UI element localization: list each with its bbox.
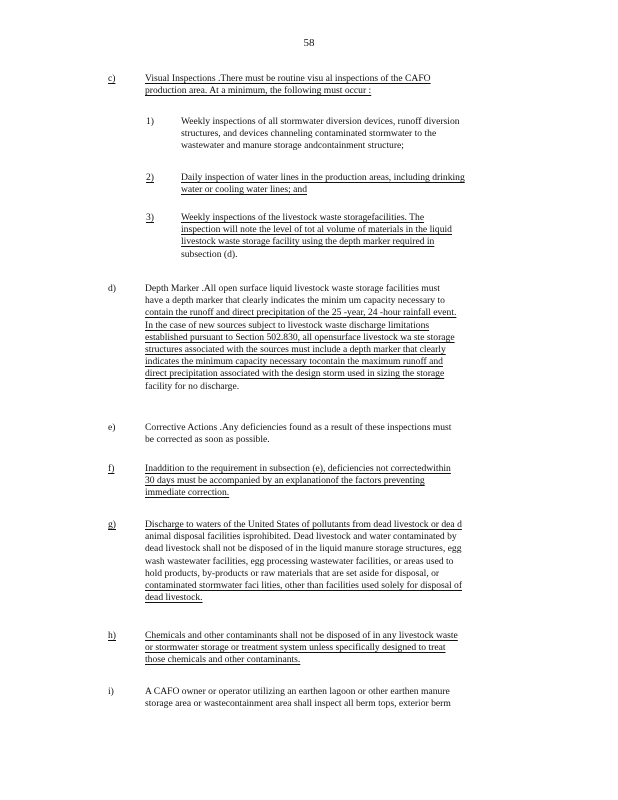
text-line: Inaddition to the requirement in subsection (e), deficiencies not correctedwithin: [145, 463, 451, 474]
paragraph-label: h): [108, 630, 116, 641]
paragraph-label: 3): [146, 212, 154, 223]
text-line: facility for no discharge.: [145, 380, 240, 392]
paragraph-text: [145, 463, 543, 500]
text-line: 30 days must be accompanied by an explanationof the factors preventing: [145, 475, 425, 487]
paragraph-label: 1): [146, 116, 154, 127]
paragraph-label: d): [108, 283, 116, 294]
text-line: dead livestock shall not be disposed of in the liquid manure storage structures, egg: [145, 543, 462, 555]
text-line: Weekly inspections of the livestock waste storagefacilities. The: [181, 212, 425, 223]
text-line: wastewater and manure storage andcontainment structure;: [181, 140, 404, 152]
text-line: storage area or wastecontainment area shall inspect all berm tops, exterior berm: [145, 698, 451, 710]
paragraph-text: [145, 422, 543, 446]
text-line: water or cooling water lines; and: [181, 184, 308, 196]
text-line: or stormwater storage or treatment system unless specifically designed to treat: [145, 642, 446, 654]
page-number: 58: [303, 37, 315, 49]
paragraph-label: g): [108, 519, 116, 530]
text-line: Weekly inspections of all stormwater diversion devices, runoff diversion: [181, 116, 460, 127]
text-line: structures associated with the sources must include a depth marker that clearly: [145, 344, 446, 356]
text-line: established pursuant to Section 502.830, all opensurface livestock wa ste storage: [145, 331, 455, 343]
text-line: A CAFO owner or operator utilizing an earthen lagoon or other earthen manure: [145, 686, 450, 697]
text-line: be corrected as soon as possible.: [145, 434, 270, 446]
text-line: immediate correction.: [145, 487, 230, 499]
text-line: Daily inspection of water lines in the production areas, including drinking: [181, 172, 465, 183]
text-line: direct precipitation associated with the design storm used in sizing the storage: [145, 368, 445, 380]
paragraph-label: i): [108, 686, 114, 697]
text-line: animal disposal facilities isprohibited. Dead livestock and water contaminated by: [145, 531, 457, 543]
text-line: hold products, by-products or raw materials that are set aside for disposal, or: [145, 567, 440, 579]
paragraph-text: [181, 172, 541, 196]
paragraph-text: [145, 519, 543, 604]
text-line: inspection will note the level of tot al volume of materials in the liquid: [181, 224, 452, 236]
text-line: contain the runoff and direct precipitation of the 25 -year, 24 -hour rainfall event.: [145, 307, 457, 319]
paragraph-label: e): [108, 422, 116, 433]
paragraph-text: [181, 212, 541, 261]
paragraph-text: [145, 283, 543, 393]
text-line: have a depth marker that clearly indicates the minim um capacity necessary to: [145, 295, 445, 307]
paragraph-text: [145, 73, 543, 97]
text-line: Visual Inspections .There must be routine visu al inspections of the CAFO: [145, 73, 431, 84]
text-line: In the case of new sources subject to livestock waste discharge limitations: [145, 319, 430, 331]
text-line: those chemicals and other contaminants.: [145, 654, 301, 666]
paragraph-label: c): [108, 73, 116, 84]
text-line: Corrective Actions .Any deficiencies found as a result of these inspections must: [145, 422, 452, 433]
paragraph-text: [145, 686, 543, 710]
text-line: livestock waste storage facility using the depth marker required in: [181, 236, 435, 248]
text-line: Chemicals and other contaminants shall not be disposed of in any livestock waste: [145, 630, 458, 641]
text-line: production area. At a minimum, the following must occur :: [145, 85, 372, 97]
text-line: contaminated stormwater faci lities, other than facilities used solely for disposal of: [145, 580, 463, 592]
paragraph-label: 2): [146, 172, 154, 183]
text-line: Depth Marker .All open surface liquid livestock waste storage facilities must: [145, 283, 440, 294]
text-line: structures, and devices channeling contaminated stormwater to the: [181, 128, 437, 140]
text-line: subsection (d).: [181, 248, 238, 260]
text-line: dead livestock.: [145, 592, 203, 604]
text-line: indicates the minimum capacity necessary tocontain the maximum runoff and: [145, 356, 443, 368]
paragraph-text: [145, 630, 543, 667]
paragraph-label: f): [108, 463, 115, 474]
text-line: Discharge to waters of the United States of pollutants from dead livestock or dea d: [145, 519, 462, 530]
text-line: wash wastewater facilities, egg processing wastewater facilities, or areas used to: [145, 555, 454, 567]
paragraph-text: [181, 116, 541, 153]
